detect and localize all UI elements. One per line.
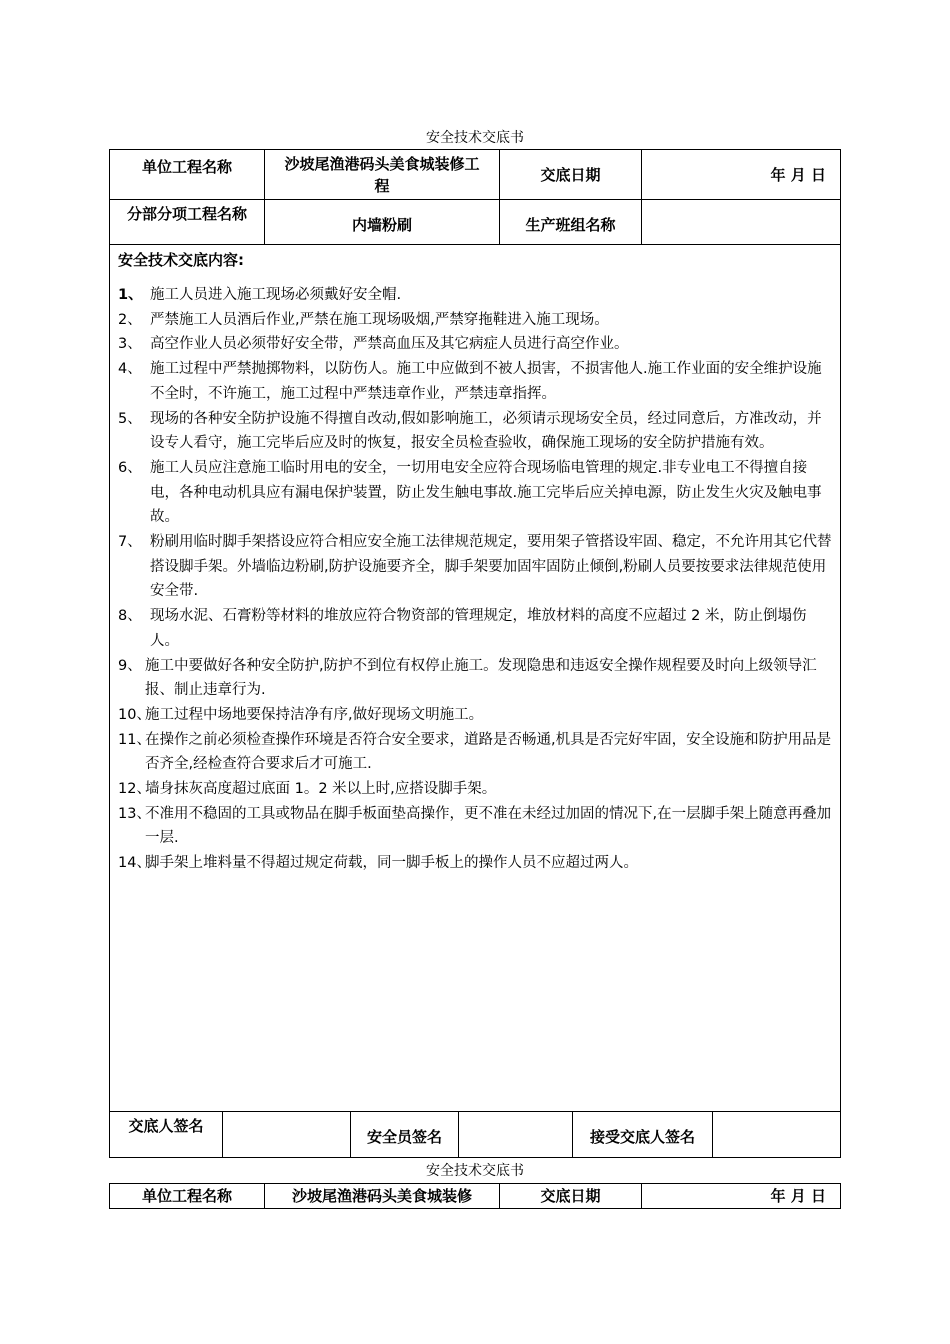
item-number: 2、 <box>118 311 142 328</box>
unit-project-value: 沙坡尾渔港码头美食城装修工程 <box>265 150 500 200</box>
item-number: 7、 <box>118 534 142 551</box>
item-text: 脚手架上堆料量不得超过规定荷载，同一脚手板上的操作人员不应超过两人。 <box>145 855 638 872</box>
item-text: 施工中要做好各种安全防护,防护不到位有权停止施工。发现隐患和违返安全操作规程要及时向上级领导汇报、制止违章行为. <box>145 657 817 699</box>
receiver-sign-field[interactable] <box>713 1112 840 1157</box>
team-value <box>642 200 840 245</box>
safety-officer-sign-label: 安全员签名 <box>351 1112 459 1157</box>
item-number: 6、 <box>118 459 142 476</box>
item-text: 墙身抹灰高度超过底面 1。2 米以上时,应搭设脚手架。 <box>145 781 497 798</box>
list-item <box>118 654 834 703</box>
list-item <box>118 604 834 653</box>
item-number: 14、 <box>118 855 151 872</box>
item-text: 在操作之前必须检查操作环境是否符合安全要求，道路是否畅通,机具是否完好牢固，安全设施和防护用品是否齐全,经检查符合要求后才可施工. <box>145 731 832 773</box>
list-item <box>118 703 834 728</box>
sub-project-label: 分部分项工程名称 <box>110 200 265 245</box>
discloser-sign-field[interactable] <box>223 1112 351 1157</box>
list-item <box>118 308 834 333</box>
date-value-2: 年 月 日 <box>770 1187 826 1205</box>
item-text: 施工过程中严禁抛掷物料，以防伤人。施工中应做到不被人损害，不损害他人.施工作业面的安全维护设施不全时，不许施工，施工过程中严禁违章作业，严禁违章指挥。 <box>150 361 822 402</box>
list-item <box>118 802 834 851</box>
list-item <box>118 283 834 308</box>
list-item <box>118 357 834 406</box>
item-number: 10、 <box>118 706 151 723</box>
item-number: 1、 <box>118 287 143 303</box>
content-area <box>110 245 840 1111</box>
item-number: 9、 <box>118 657 142 674</box>
document-title: 安全技术交底书 <box>426 130 524 146</box>
date-label-2: 交底日期 <box>500 1184 642 1208</box>
sub-project-value: 内墙粉刷 <box>265 200 500 245</box>
items-list <box>118 283 834 876</box>
item-text: 不准用不稳固的工具或物品在脚手板面垫高操作，更不准在未经过加固的情况下,在一层脚手架上随意再叠加一层. <box>145 805 832 847</box>
list-item <box>118 456 834 530</box>
item-number: 8、 <box>118 608 142 625</box>
item-number: 11、 <box>118 731 151 748</box>
unit-project-label: 单位工程名称 <box>110 150 265 200</box>
item-text: 施工人员应注意施工临时用电的安全，一切用电安全应符合现场临电管理的规定.非专业电工不得擅自接电，各种电动机具应有漏电保护装置，防止发生触电事故.施工完毕后应关掉电源，防止发生火灾及触电事故。 <box>150 459 822 526</box>
date-value: 年 月 日 <box>642 150 840 200</box>
item-number: 5、 <box>118 410 142 427</box>
item-number: 3、 <box>118 336 142 353</box>
unit-project-value-2: 沙坡尾渔港码头美食城装修 <box>265 1184 500 1208</box>
list-item <box>118 728 834 777</box>
list-item <box>118 530 834 604</box>
item-number: 13、 <box>118 805 151 822</box>
item-number: 4、 <box>118 361 142 378</box>
item-text: 施工人员进入施工现场必须戴好安全帽. <box>150 287 402 303</box>
receiver-sign-label: 接受交底人签名 <box>573 1112 713 1157</box>
list-item <box>118 332 834 357</box>
team-label: 生产班组名称 <box>500 200 642 245</box>
item-text: 粉刷用临时脚手架搭设应符合相应安全施工法律规范规定，要用架子管搭设牢固、稳定，不允许用其它代替搭设脚手架。外墙临边粉刷,防护设施要齐全，脚手架要加固牢固防止倾倒,粉刷人员要按要求法律规范使用安全带. <box>150 534 832 600</box>
date-label: 交底日期 <box>500 150 642 200</box>
list-item <box>118 777 834 802</box>
item-number: 12、 <box>118 781 151 798</box>
item-text: 严禁施工人员酒后作业,严禁在施工现场吸烟,严禁穿拖鞋进入施工现场。 <box>150 311 609 328</box>
content-heading: 安全技术交底内容: <box>118 251 244 269</box>
safety-officer-sign-field[interactable] <box>459 1112 573 1157</box>
discloser-sign-label: 交底人签名 <box>110 1112 223 1157</box>
item-text: 现场的各种安全防护设施不得擅自改动,假如影响施工，必须请示现场安全员，经过同意后，方准改动，并设专人看守，施工完毕后应及时的恢复，报安全员检查验收，确保施工现场的安全防护措施有效。 <box>150 410 822 452</box>
item-text: 现场水泥、石膏粉等材料的堆放应符合物资部的管理规定，堆放材料的高度不应超过 2 米，防止倒塌伤人。 <box>150 608 807 649</box>
item-text: 高空作业人员必须带好安全带，严禁高血压及其它病症人员进行高空作业。 <box>150 336 629 353</box>
unit-project-label-2: 单位工程名称 <box>110 1184 265 1208</box>
list-item <box>118 851 834 876</box>
item-text: 施工过程中场地要保持洁净有序,做好现场文明施工。 <box>145 706 484 723</box>
list-item <box>118 407 834 456</box>
document-title-2: 安全技术交底书 <box>426 1163 524 1179</box>
